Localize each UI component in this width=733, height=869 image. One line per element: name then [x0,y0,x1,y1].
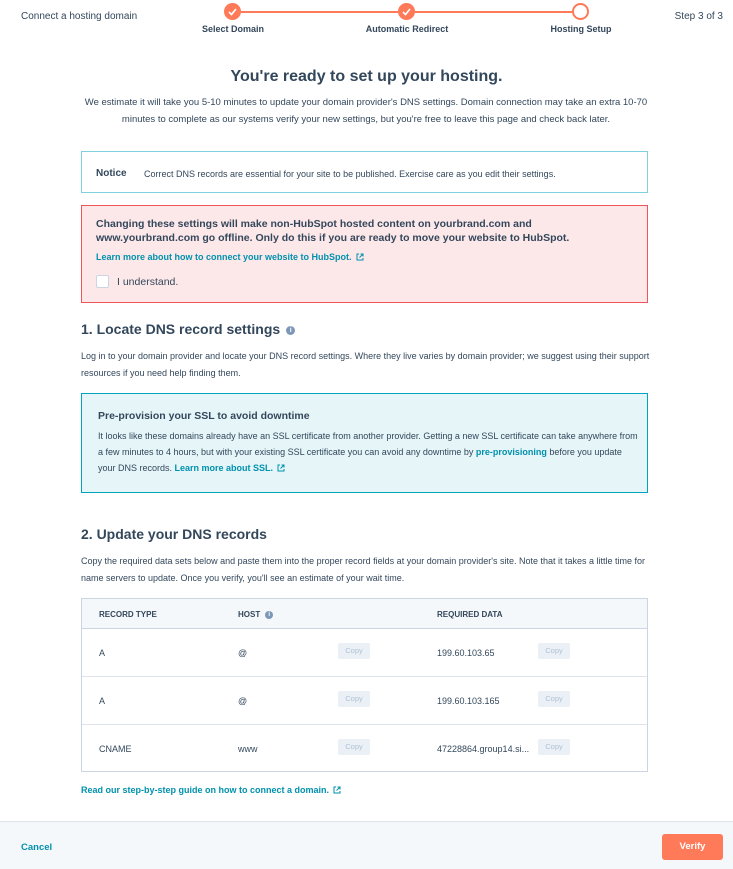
host-cell: @ [238,648,248,658]
ssl-info-box [81,393,648,493]
ssl-text [98,428,638,477]
ssl-text-before: It looks like these domains already have an SSL certificate from another provider. Getting a new SSL certificate can take anywhere from a few minutes to 4 hours, but with your existing SSL certificate you can avoid any downtime by [98,431,638,457]
copy-data-button[interactable]: Copy [538,643,570,659]
table-row [82,725,647,773]
external-link-icon [356,253,364,263]
external-link-icon [277,461,285,477]
table-row [82,629,647,677]
footer-bar [0,821,733,869]
connect-website-link-text[interactable]: Learn more about how to connect your website to HubSpot. [96,252,352,262]
info-icon[interactable]: i [265,611,273,619]
section-1-title-text: 1. Locate DNS record settings [81,321,281,337]
notice-title: Notice [96,168,127,179]
top-bar [0,0,733,44]
main-heading: You're ready to set up your hosting. [230,68,503,85]
ssl-title: Pre-provision your SSL to avoid downtime [98,410,310,422]
ssl-text-after: before you update your DNS records. [98,447,622,473]
learn-more-ssl-link[interactable]: Learn more about SSL. [174,463,274,473]
step-count: Step 3 of 3 [674,11,723,22]
step-2-complete-icon [398,3,415,20]
guide-link[interactable] [81,785,341,796]
guide-link-text[interactable]: Read our step-by-step guide on how to connect a domain. [81,785,330,795]
info-icon[interactable]: i [286,326,295,335]
step-3-label: Hosting Setup [550,24,612,34]
verify-button[interactable]: Verify [662,834,723,860]
header-required-data: REQUIRED DATA [437,610,503,619]
section-2-text: Copy the required data sets below and paste them into the proper record fields at your domain provider's site. Note that it takes a little time for name servers to update. Once you verify, you'll see an estimate of your wait time. [81,556,646,583]
required-data-cell: 199.60.103.65 [437,648,495,658]
copy-data-button[interactable]: Copy [538,739,570,755]
cancel-button[interactable]: Cancel [21,842,53,853]
step-1-label: Select Domain [201,24,265,34]
table-header [82,599,647,629]
warning-text: Changing these settings will make non-HubSpot hosted content on yourbrand.com and www.yourbrand.com go offline. Only do this if you are ready to move your website to HubSpot. [96,218,570,244]
record-type-cell: CNAME [99,744,132,754]
header-host [238,610,273,619]
pre-provisioning-link[interactable]: pre-provisioning [475,447,547,457]
step-1-complete-icon [224,3,241,20]
step-3-current-icon [572,3,589,20]
notice-box [81,151,648,193]
required-data-cell: 47228864.group14.si... [437,744,530,754]
page-title: Connect a hosting domain [21,11,138,22]
copy-host-button[interactable]: Copy [338,643,370,659]
record-type-cell: A [99,648,106,658]
host-cell: www [238,744,258,754]
table-row [82,677,647,725]
header-host-text: HOST [238,610,261,619]
record-type-cell: A [99,696,106,706]
host-cell: @ [238,696,248,706]
copy-host-button[interactable]: Copy [338,691,370,707]
connect-website-link[interactable] [96,252,364,263]
external-link-icon [333,786,341,796]
notice-text: Correct DNS records are essential for your site to be published. Exercise care as you edit their settings. [144,169,556,179]
warning-box [81,205,648,303]
copy-host-button[interactable]: Copy [338,739,370,755]
required-data-cell: 199.60.103.165 [437,696,500,706]
header-record-type: RECORD TYPE [99,610,157,619]
understand-checkbox[interactable] [96,275,109,288]
intro-text: We estimate it will take you 5-10 minutes to update your domain provider's DNS settings. Domain connection may take an extra 10-70 minutes to complete as our systems verify your new settings, but you're free to leave this page and check back later. [84,97,648,125]
section-1-text: Log in to your domain provider and locate your DNS record settings. Where they live varies by domain provider; we suggest using their support resources if you need help finding them. [81,351,650,378]
step-2-label: Automatic Redirect [365,24,449,34]
section-2-title: 2. Update your DNS records [81,526,267,542]
copy-data-button[interactable]: Copy [538,691,570,707]
understand-checkbox-label[interactable]: I understand. [117,276,179,288]
dns-records-table [81,598,648,772]
section-1-title [81,321,295,337]
